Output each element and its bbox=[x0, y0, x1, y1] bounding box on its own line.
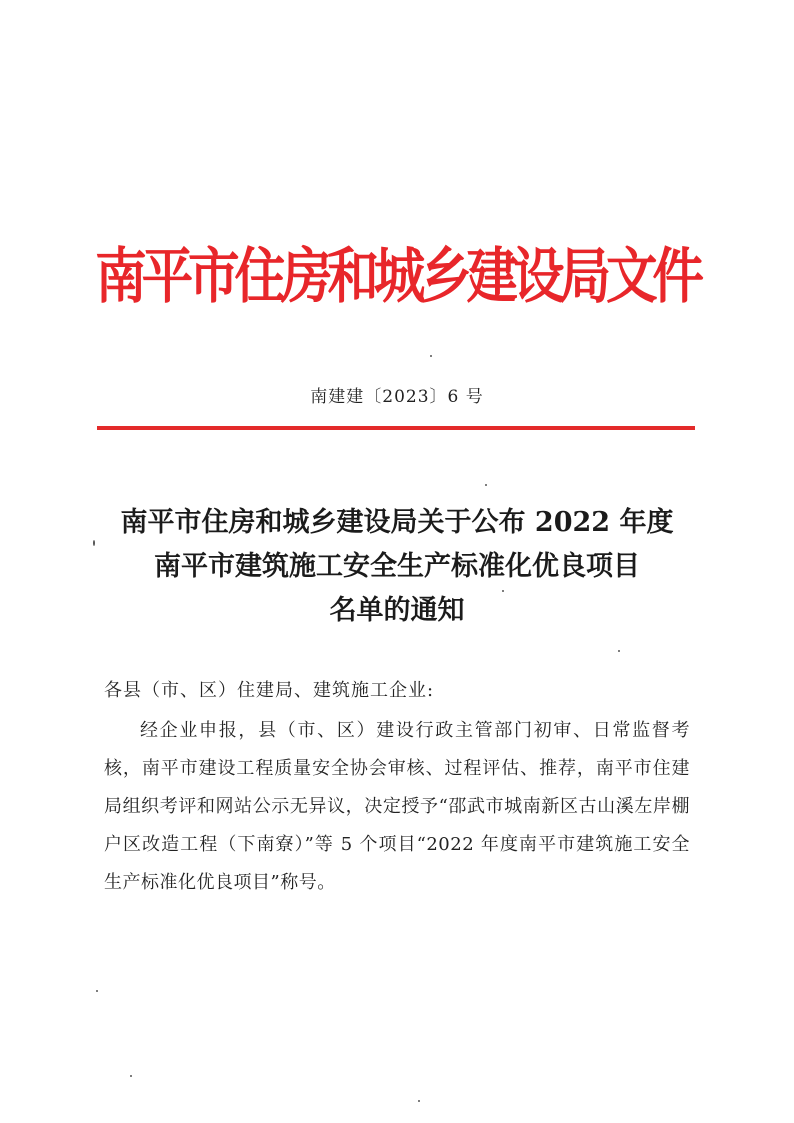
notice-title-line-1: 南平市住房和城乡建设局关于公布 2022 年度 bbox=[120, 507, 674, 538]
notice-title-line-3: 名单的通知 bbox=[329, 595, 465, 626]
scan-speck bbox=[418, 1100, 420, 1102]
scan-speck bbox=[485, 484, 487, 486]
salutation: 各县（市、区）住建局、建筑施工企业: bbox=[104, 680, 435, 701]
scan-speck bbox=[96, 990, 98, 992]
scan-speck bbox=[430, 355, 432, 357]
body-paragraph: 经企业申报，县（市、区）建设行政主管部门初审、日常监督考核，南平市建设工程质量安全协会审核、过程评估、推荐，南平市住建局组织考评和网站公示无异议，决定授予“邵武市城南新区古山溪左岸棚户区改造工程（下南寮）”等 5 个项目“2022 年度南平市建筑施工安全生产标准化优良项目”称号。 bbox=[104, 720, 690, 893]
document-number: 南建建〔2023〕6 号 bbox=[310, 387, 484, 407]
masthead-title: 南平市住房和城乡建设局文件 bbox=[95, 242, 699, 312]
scan-speck bbox=[502, 590, 504, 592]
notice-title-line-2: 南平市建筑施工安全生产标准化优良项目 bbox=[154, 551, 640, 582]
red-divider-line bbox=[97, 426, 695, 430]
scan-speck bbox=[618, 650, 620, 652]
scan-speck bbox=[130, 1075, 132, 1077]
scan-speck bbox=[93, 540, 95, 546]
